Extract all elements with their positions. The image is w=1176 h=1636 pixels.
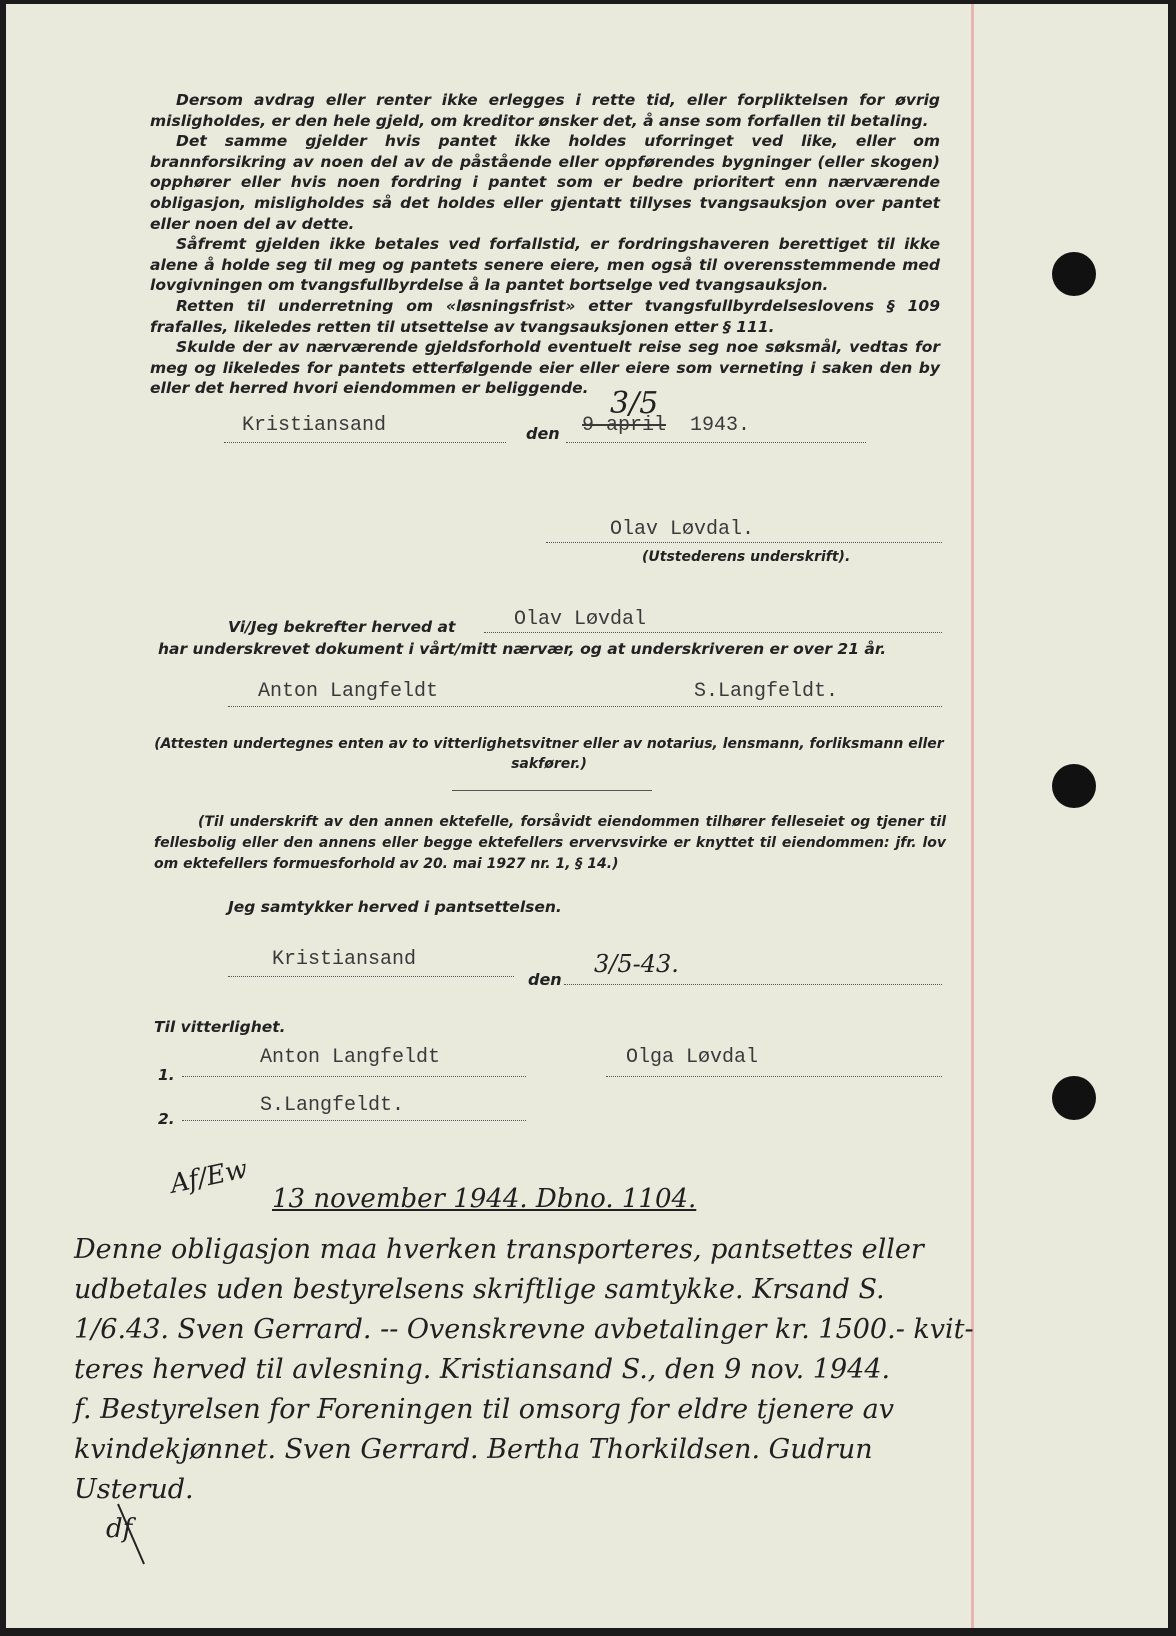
terms-paragraph: Skulde der av nærværende gjeldsforhold eventuelt reise seg noe søksmål, vedtas for meg og likeledes for pantets etterfølgende eier eller eiere som verneting i saken den by eller det herred hvori eiendommen er beliggende. <box>150 338 940 398</box>
annotation-header: 13 november 1944. Dbno. 1104. <box>272 1184 697 1214</box>
spouse-signature: Olga Løvdal <box>626 1046 759 1069</box>
annotation-initials: Af/Ew <box>167 1154 251 1200</box>
annotation-slash <box>114 1498 154 1568</box>
annotation-line: Usterud. <box>74 1474 194 1505</box>
attest-line2: har underskrevet dokument i vårt/mitt nærvær, og at underskriveren er over 21 år. <box>158 640 887 658</box>
issue-date-correction: 3/5 <box>610 386 659 421</box>
date-line <box>566 442 866 443</box>
witness-heading: Til vitterlighet. <box>154 1018 286 1036</box>
attest-note: (Attesten undertegnes enten av to vitterlighetsvitner eller av notarius, lensmann, forliksmann eller sakfører.) <box>154 736 944 772</box>
attest-name: Olav Løvdal <box>514 608 647 631</box>
terms-paragraph: Retten til underretning om «løsningsfrist» etter tvangsfullbyrdelseslovens § 109 frafalles, likeledes retten til utsettelse av tvangsauksjonen etter § 111. <box>150 296 940 336</box>
witness2-line <box>182 1120 526 1121</box>
annotation-line: Denne obligasjon maa hverken transporteres, pantsettes eller <box>74 1234 924 1265</box>
issue-year: 1943. <box>690 414 751 437</box>
terms-paragraph: Såfremt gjelden ikke betales ved forfallstid, er fordringshaveren berettiget til ikke alene å holde seg til meg og pantets senere eiere, men også til overensstemmende med lovgivningen om tvangsfullbyrdelse å la pantet bortselge ved tvangsauksjon. <box>150 235 940 295</box>
spouse-consent: Jeg samtykker herved i pantsettelsen. <box>228 898 562 916</box>
annotation-line: f. Bestyrelsen for Foreningen til omsorg for eldre tjenere av <box>74 1394 895 1425</box>
annotation-mark: df <box>106 1514 133 1544</box>
attest-witness1: Anton Langfeldt <box>258 680 439 703</box>
terms-paragraph: Dersom avdrag eller renter ikke erlegges i rette tid, eller forpliktelsen for øvrig misligholdes, er den hele gjeld, om kreditor ønsker det, å anse som forfallen til betaling. <box>150 91 940 130</box>
punch-hole <box>1052 1076 1096 1120</box>
witness1-line <box>182 1076 526 1077</box>
document-page <box>6 4 1168 1628</box>
annotation-body <box>74 1230 974 1510</box>
spouse-place: Kristiansand <box>272 948 417 971</box>
spouse-date: 3/5-43. <box>594 950 679 978</box>
annotation-line: 1/6.43. Sven Gerrard. -- Ovenskrevne avbetalinger kr. 1500.- kvit- <box>74 1314 974 1345</box>
issue-den-label: den <box>526 424 560 443</box>
spouse-signature-line <box>606 1076 942 1077</box>
punch-hole <box>1052 764 1096 808</box>
issue-place: Kristiansand <box>242 414 387 437</box>
spouse-note: (Til underskrift av den annen ektefelle, forsåvidt eiendommen tilhører felleseiet og tjener til fellesbolig eller den annens eller begge ektefellers ervervsvirke er knyttet til eiendommen: jfr. lov om ektefellers formuesforhold av 20. mai 1927 nr. 1, § 14.) <box>154 814 946 872</box>
issuer-signature: Olav Løvdal. <box>610 518 755 541</box>
separator-line <box>452 790 652 791</box>
witness-number-2: 2. <box>158 1110 175 1128</box>
attest-witness-line <box>228 706 942 707</box>
terms-paragraph: Det samme gjelder hvis pantet ikke holdes uforringet ved like, eller om brannforsikring av noen del av de påstående eller oppførendes bygninger (eller skogen) opphører eller hvis noen fordring i pantet som er bedre prioritert enn nærværende obligasjon, misligholdes så det holdes eller gjentatt tillyses tvangsauksjon over pantet eller noen del av dette. <box>150 132 940 233</box>
spouse-witness1: Anton Langfeldt <box>260 1046 441 1069</box>
spouse-date-line <box>564 984 942 985</box>
spouse-witness2: S.Langfeldt. <box>260 1094 405 1117</box>
attest-name-line <box>484 632 942 633</box>
spouse-place-line <box>228 976 514 977</box>
issue-date-struck: 9 april <box>582 414 667 437</box>
issuer-caption: (Utstederens underskrift). <box>642 549 851 565</box>
witness-number-1: 1. <box>158 1066 175 1084</box>
signature-line <box>546 542 942 543</box>
spouse-den-label: den <box>528 970 562 989</box>
punch-hole <box>1052 252 1096 296</box>
annotation-line: udbetales uden bestyrelsens skriftlige samtykke. Krsand S. <box>74 1274 885 1305</box>
attest-intro: Vi/Jeg bekrefter herved at <box>228 618 456 636</box>
annotation-line: kvindekjønnet. Sven Gerrard. Bertha Thorkildsen. Gudrun <box>74 1434 873 1465</box>
attest-witness2: S.Langfeldt. <box>694 680 839 703</box>
terms-text <box>150 90 940 399</box>
place-line <box>224 442 506 443</box>
annotation-line: teres herved til avlesning. Kristiansand S., den 9 nov. 1944. <box>74 1354 891 1385</box>
